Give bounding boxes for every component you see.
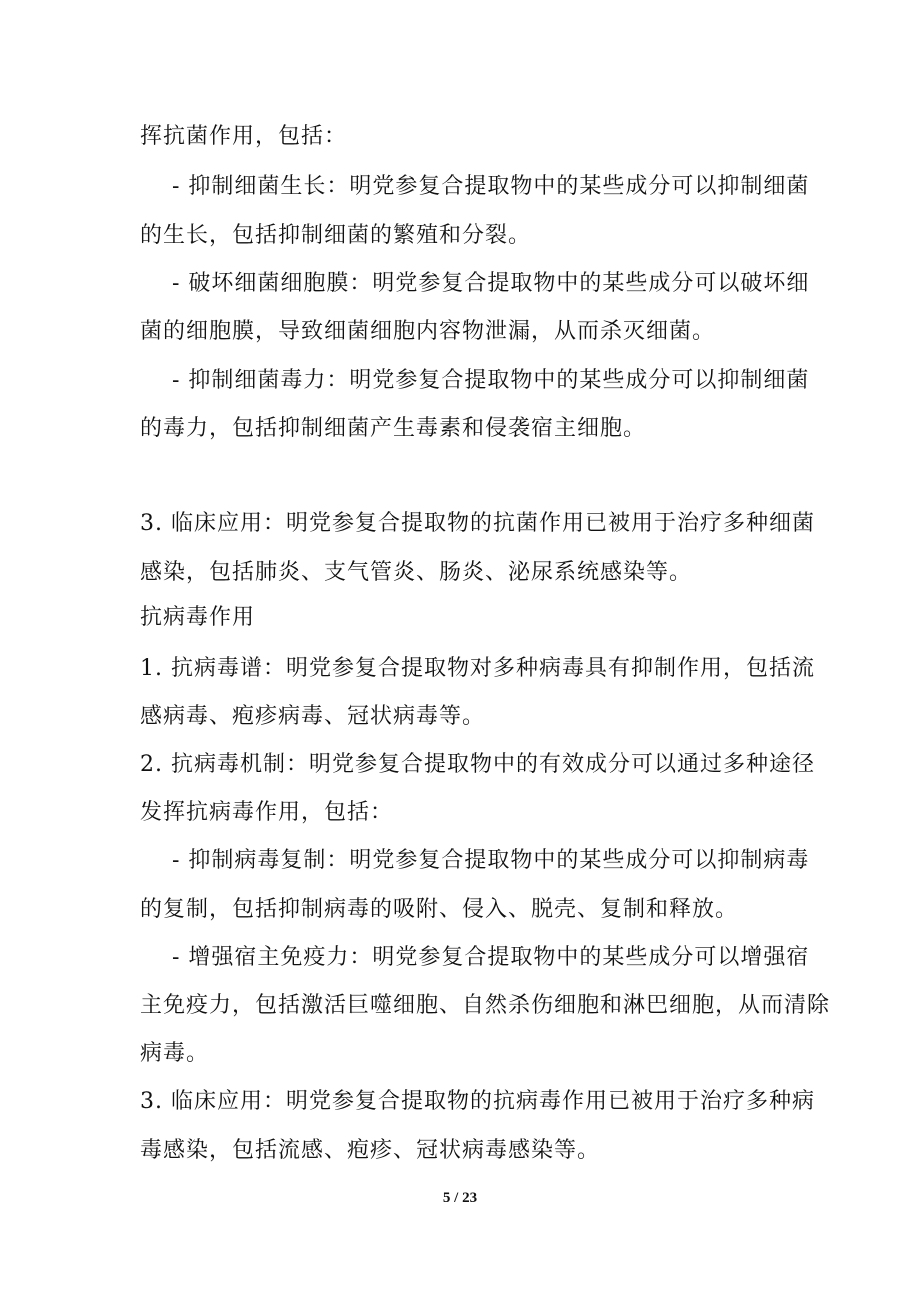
page-number: 5 / 23 xyxy=(442,1190,478,1206)
text-line: 的生长，包括抑制细菌的繁殖和分裂。 xyxy=(140,223,532,248)
text-line: 主免疫力，包括激活巨噬细胞、自然杀伤细胞和淋巴细胞，从而清除 xyxy=(140,993,831,1018)
text-line: - 破坏细菌细胞膜：明党参复合提取物中的某些成分可以破坏细 xyxy=(172,271,810,296)
text-line: 病毒。 xyxy=(140,1041,210,1066)
text-line: 1. 抗病毒谱：明党参复合提取物对多种病毒具有抑制作用，包括流 xyxy=(140,656,815,681)
text-line: 感病毒、疱疹病毒、冠状病毒等。 xyxy=(140,704,486,729)
text-line: 挥抗菌作用，包括： xyxy=(140,124,348,149)
section-heading: 抗病毒作用 xyxy=(140,605,256,630)
text-line: 毒感染，包括流感、疱疹、冠状病毒感染等。 xyxy=(140,1138,601,1163)
text-line: 感染，包括肺炎、支气管炎、肠炎、泌尿系统感染等。 xyxy=(140,560,693,585)
text-line: - 抑制细菌毒力：明党参复合提取物中的某些成分可以抑制细菌 xyxy=(172,368,810,393)
text-line: 发挥抗病毒作用，包括： xyxy=(140,800,394,825)
text-line: 的毒力，包括抑制细菌产生毒素和侵袭宿主细胞。 xyxy=(140,416,647,441)
text-line: 3. 临床应用：明党参复合提取物的抗菌作用已被用于治疗多种细菌 xyxy=(140,511,815,536)
text-line: - 增强宿主免疫力：明党参复合提取物中的某些成分可以增强宿 xyxy=(172,945,810,970)
text-line: 2. 抗病毒机制：明党参复合提取物中的有效成分可以通过多种途径 xyxy=(140,752,815,777)
text-line: - 抑制细菌生长：明党参复合提取物中的某些成分可以抑制细菌 xyxy=(172,174,810,199)
text-line: 菌的细胞膜，导致细菌细胞内容物泄漏，从而杀灭细菌。 xyxy=(140,319,716,344)
text-line: 3. 临床应用：明党参复合提取物的抗病毒作用已被用于治疗多种病 xyxy=(140,1089,815,1114)
text-line: 的复制，包括抑制病毒的吸附、侵入、脱壳、复制和释放。 xyxy=(140,897,739,922)
text-line: - 抑制病毒复制：明党参复合提取物中的某些成分可以抑制病毒 xyxy=(172,848,810,873)
